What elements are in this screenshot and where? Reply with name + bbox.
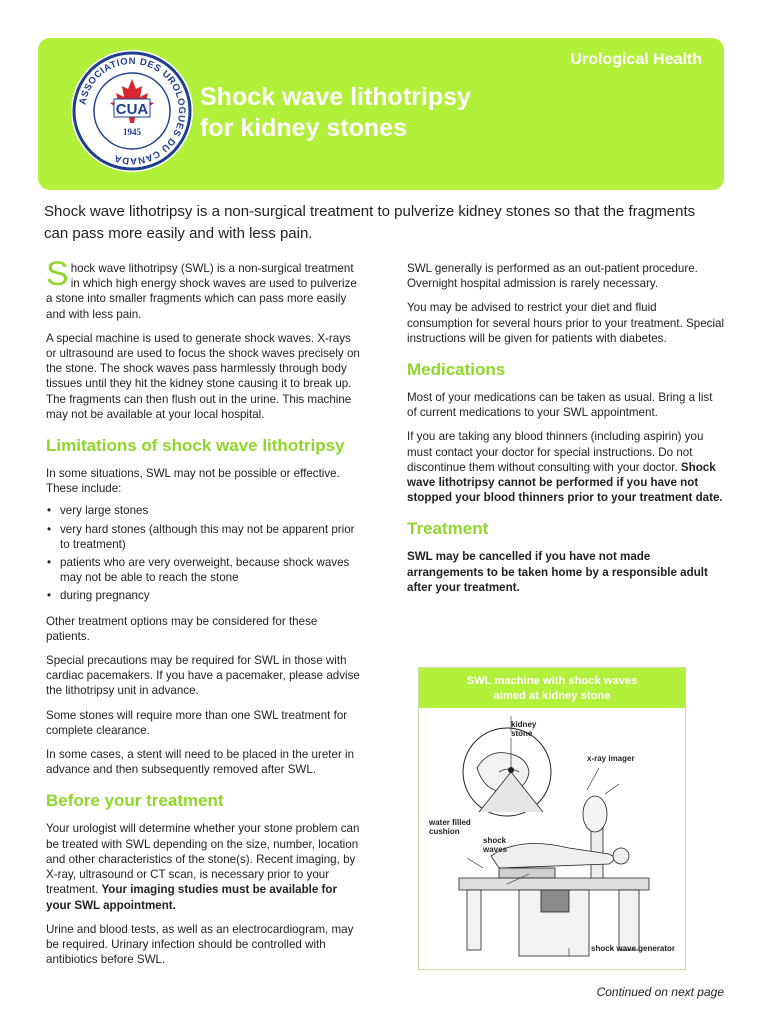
list-item: • patients who are very overweight, because shock waves may not be able to reach the stone <box>46 555 362 585</box>
pacemaker-paragraph: Special precautions may be required for SWL in those with cardiac pacemakers. If you have a pacemaker, please advise the lithotripsy unit in advance. <box>46 654 360 698</box>
limitations-list <box>46 503 362 603</box>
blood-thinners-warning: Shock wave lithotripsy cannot be performed if you have not stopped your blood thinners prior to your treatment date. <box>407 460 723 505</box>
blood-thinners-text: If you are taking any blood thinners (including aspirin) you must contact your doctor for special instructions. Do not discontinue them without consulting with your doctor. <box>407 430 704 474</box>
xray-imager-head <box>583 796 607 832</box>
cua-logo-graphic <box>70 49 194 173</box>
figure-caption-line-1: SWL machine with shock waves <box>466 675 638 687</box>
blood-thinners-paragraph <box>407 429 725 505</box>
page-title <box>200 82 471 144</box>
left-column <box>46 255 362 976</box>
treatment-table <box>459 878 649 890</box>
tests-paragraph: Urine and blood tests, as well as an electrocardiogram, may be required. Urinary infection should be controlled with antibiotics before SWL. <box>46 922 354 967</box>
cua-logo <box>70 49 194 173</box>
lead-paragraph: Shock wave lithotripsy is a non-surgical treatment to pulverize kidney stones so that the fragments can pass more easily and with less pain. <box>44 203 696 242</box>
machine-paragraph: A special machine is used to generate shock waves. X-rays or ultrasound are used to focus the shock waves precisely on the stone. The shock waves pass harmlessly through body tissues until they hit the kidney stone causing it to break up. The fragments can then flush out in the urine. This machine may not be available at your local hospital. <box>46 331 360 421</box>
figure-caption <box>419 668 685 708</box>
intro-paragraph <box>46 255 362 322</box>
svg-text:ASSOCIATION DES UROLOGUES DU C: ASSOCIATION DES UROLOGUES DU CANADA <box>77 55 188 167</box>
swl-machine-figure <box>418 667 686 970</box>
figure-caption-line-2: aimed at kidney stone <box>493 690 611 702</box>
water-cushion <box>499 868 555 878</box>
label-kidney-stone <box>511 720 536 738</box>
category-label: Urological Health <box>570 51 702 68</box>
imaging-warning: Your imaging studies must be available for your SWL appointment. <box>46 883 338 912</box>
label-water-line-2: cushion <box>429 827 460 836</box>
label-shock-waves <box>483 836 507 854</box>
medications-paragraph: Most of your medications can be taken as usual. Bring a list of current medications to your SWL appointment. <box>407 391 713 420</box>
limitations-intro: In some situations, SWL may not be possible or effective. These include: <box>46 467 340 496</box>
diet-paragraph: You may be advised to restrict your diet and fluid consumption for several hours prior to your treatment. Special instructions will be given for patients with diabetes. <box>407 301 725 345</box>
treatment-warning: SWL may be cancelled if you have not made arrangements to be taken home by a responsible adult after your treatment. <box>407 550 708 594</box>
continued-note: Continued on next page <box>596 985 724 999</box>
label-shock-line-1: shock <box>483 836 507 845</box>
label-kidney-line-1: kidney <box>511 720 537 729</box>
label-kidney-line-2: stone <box>511 729 533 738</box>
stent-paragraph: In some cases, a stent will need to be placed in the ureter in advance and then subsequently removed after SWL. <box>46 748 355 777</box>
before-treatment-heading: Before your treatment <box>46 791 224 811</box>
svg-text:CUA: CUA <box>115 101 149 118</box>
label-shock-line-2: waves <box>483 845 508 854</box>
label-shock-wave-generator: shock wave generator <box>591 944 676 953</box>
title-line-2: for kidney stones <box>200 114 407 142</box>
list-item: • during pregnancy <box>46 588 362 603</box>
label-xray-imager: x-ray imager <box>587 754 635 763</box>
right-column <box>407 261 725 604</box>
label-water-line-1: water filled <box>429 818 471 827</box>
swl-machine-illustration <box>419 708 687 970</box>
limitations-heading: Limitations of shock wave lithotripsy <box>46 436 345 456</box>
outpatient-paragraph: SWL generally is performed as an out-patient procedure. Overnight hospital admission is rarely necessary. <box>407 262 698 291</box>
before-treatment-paragraph <box>46 821 362 912</box>
before-treatment-text: Your urologist will determine whether your stone problem can be treated with SWL depending on the size, number, location and other characteristics of the stone(s). Recent imaging, by X-ray, ultrasound or CT scan, is necessary prior to your treatment. <box>46 822 360 897</box>
multiple-treatment-paragraph: Some stones will require more than one SWL treatment for complete clearance. <box>46 708 348 737</box>
svg-text:1945: 1945 <box>123 127 141 137</box>
list-item: • very hard stones (although this may not be apparent prior to treatment) <box>46 522 362 552</box>
label-water-cushion <box>429 818 471 836</box>
medications-heading: Medications <box>407 360 506 380</box>
intro-text: hock wave lithotripsy (SWL) is a non-surgical treatment in which high energy shock waves are used to pulverize a stone into smaller fragments which can pass more easily and with less pain. <box>46 262 357 321</box>
dropcap-letter: S <box>46 255 69 293</box>
other-options-paragraph: Other treatment options may be considered for these patients. <box>46 614 318 643</box>
treatment-heading: Treatment <box>407 519 489 539</box>
list-item: • very large stones <box>46 503 362 518</box>
treatment-paragraph <box>407 549 725 595</box>
title-line-1: Shock wave lithotripsy <box>200 83 471 111</box>
